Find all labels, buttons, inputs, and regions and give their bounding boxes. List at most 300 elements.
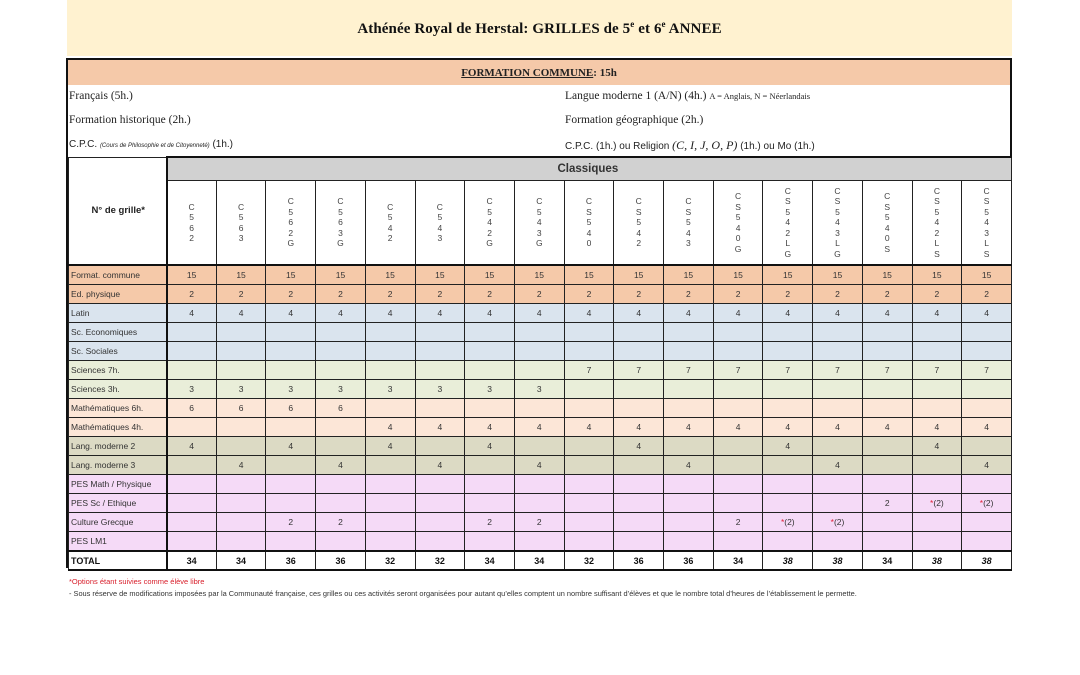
table-cell bbox=[912, 380, 962, 399]
column-code-char: G bbox=[535, 238, 543, 249]
table-cell bbox=[912, 342, 962, 361]
column-code-char: S bbox=[834, 196, 841, 207]
column-code-char: 4 bbox=[934, 217, 940, 228]
column-code-char: 5 bbox=[189, 212, 194, 222]
table-cell: 15 bbox=[713, 265, 763, 285]
table-cell bbox=[514, 475, 564, 494]
table-cell bbox=[813, 475, 863, 494]
table-cell: 2 bbox=[664, 285, 714, 304]
table-cell bbox=[912, 456, 962, 475]
table-cell: 4 bbox=[664, 456, 714, 475]
column-code-char: 5 bbox=[884, 212, 890, 222]
column-code-char: C bbox=[585, 196, 593, 207]
column-header-c563 bbox=[216, 181, 266, 266]
table-cell bbox=[614, 399, 664, 418]
grille-number-header: N° de grille* bbox=[69, 157, 167, 265]
column-code-char: S bbox=[884, 243, 891, 254]
row-label: Sc. Sociales bbox=[69, 342, 167, 361]
table-cell bbox=[614, 475, 664, 494]
table-cell: 4 bbox=[962, 304, 1012, 323]
table-cell bbox=[763, 380, 813, 399]
table-cell: 2 bbox=[912, 285, 962, 304]
table-row bbox=[69, 323, 1012, 342]
table-cell bbox=[316, 323, 366, 342]
table-cell bbox=[465, 361, 515, 380]
table-cell bbox=[415, 475, 465, 494]
table-cell: 2 bbox=[316, 285, 366, 304]
table-cell bbox=[316, 342, 366, 361]
column-code-char: 5 bbox=[686, 217, 691, 228]
table-cell: 2 bbox=[167, 285, 217, 304]
table-cell: 2 bbox=[564, 285, 614, 304]
table-cell bbox=[862, 399, 912, 418]
table-cell bbox=[415, 437, 465, 456]
table-cell: 2 bbox=[713, 513, 763, 532]
option-asterisk: * bbox=[780, 517, 785, 527]
row-label: PES Math / Physique bbox=[69, 475, 167, 494]
table-cell bbox=[763, 494, 813, 513]
column-code-char: C bbox=[784, 185, 791, 196]
table-cell: 15 bbox=[316, 265, 366, 285]
table-cell: 15 bbox=[564, 265, 614, 285]
table-cell bbox=[564, 513, 614, 532]
table-cell bbox=[216, 361, 266, 380]
table-cell bbox=[564, 494, 614, 513]
table-cell bbox=[266, 456, 316, 475]
table-cell bbox=[614, 342, 664, 361]
table-cell bbox=[365, 513, 415, 532]
total-cell: 36 bbox=[614, 551, 664, 570]
table-cell bbox=[813, 437, 863, 456]
table-cell: 4 bbox=[365, 418, 415, 437]
table-cell bbox=[713, 323, 763, 342]
table-cell bbox=[664, 380, 714, 399]
table-cell bbox=[763, 513, 813, 532]
row-label: PES Sc / Ethique bbox=[69, 494, 167, 513]
table-cell: 2 bbox=[266, 513, 316, 532]
formation-commune-header bbox=[68, 60, 1010, 85]
table-cell: 4 bbox=[664, 418, 714, 437]
table-cell bbox=[316, 437, 366, 456]
table-cell bbox=[564, 437, 614, 456]
cpc-hours: (1h.) bbox=[209, 139, 234, 150]
table-cell: 2 bbox=[216, 285, 266, 304]
table-cell bbox=[167, 418, 217, 437]
column-code-char: C bbox=[834, 185, 841, 196]
column-code-char: C bbox=[933, 185, 940, 196]
row-label: Mathématiques 6h. bbox=[69, 399, 167, 418]
table-cell: 7 bbox=[713, 361, 763, 380]
total-cell: 32 bbox=[415, 551, 465, 570]
column-code-char: 5 bbox=[536, 206, 542, 217]
table-cell: 2 bbox=[465, 513, 515, 532]
table-cell bbox=[564, 475, 614, 494]
table-cell bbox=[514, 361, 564, 380]
table-cell: 15 bbox=[962, 265, 1012, 285]
table-cell: 15 bbox=[862, 265, 912, 285]
table-cell: 6 bbox=[266, 399, 316, 418]
table-cell bbox=[415, 399, 465, 418]
lm1-note: A = Anglais, N = Néerlandais bbox=[709, 91, 811, 101]
course-historique-text: Formation historique (2h.) bbox=[69, 114, 191, 126]
row-label: Ed. physique bbox=[69, 285, 167, 304]
row-label: Sc. Economiques bbox=[69, 323, 167, 342]
table-cell bbox=[713, 475, 763, 494]
table-cell bbox=[266, 323, 316, 342]
table-cell: 4 bbox=[415, 456, 465, 475]
table-cell bbox=[813, 380, 863, 399]
table-cell: 2 bbox=[813, 285, 863, 304]
table-cell bbox=[415, 513, 465, 532]
column-code-char: L bbox=[835, 238, 840, 249]
table-cell bbox=[862, 532, 912, 552]
table-cell: 4 bbox=[465, 437, 515, 456]
table-cell: 4 bbox=[564, 418, 614, 437]
table-cell bbox=[813, 342, 863, 361]
table-cell bbox=[862, 380, 912, 399]
column-code-char: 5 bbox=[984, 206, 989, 217]
column-code-char: S bbox=[983, 248, 990, 259]
table-cell bbox=[614, 513, 664, 532]
table-cell: 7 bbox=[614, 361, 664, 380]
table-cell bbox=[216, 437, 266, 456]
table-cell bbox=[216, 513, 266, 532]
table-cell bbox=[216, 494, 266, 513]
table-cell bbox=[167, 323, 217, 342]
table-cell bbox=[316, 475, 366, 494]
table-cell bbox=[664, 532, 714, 552]
table-cell: 4 bbox=[216, 456, 266, 475]
table-cell: 2 bbox=[316, 513, 366, 532]
table-cell bbox=[465, 494, 515, 513]
column-code-char: 6 bbox=[338, 217, 343, 228]
cpc-religion-label: C.P.C. (1h.) ou Religion bbox=[565, 141, 673, 152]
lm1-text: Langue moderne 1 (A/N) (4h.) bbox=[565, 90, 710, 102]
course-langue-moderne-1 bbox=[565, 90, 810, 102]
table-cell bbox=[763, 456, 813, 475]
column-code-char: 4 bbox=[437, 222, 443, 233]
table-cell bbox=[713, 342, 763, 361]
column-header-cs543 bbox=[664, 181, 714, 266]
option-hours: (2) bbox=[983, 498, 994, 508]
table-cell bbox=[614, 380, 664, 399]
table-cell: 2 bbox=[962, 285, 1012, 304]
column-code-char: 4 bbox=[487, 217, 492, 228]
option-hours: (2) bbox=[833, 517, 845, 527]
table-cell: 4 bbox=[763, 418, 813, 437]
table-cell bbox=[216, 342, 266, 361]
table-cell bbox=[763, 342, 813, 361]
column-header-c543g bbox=[514, 181, 564, 266]
table-cell: 3 bbox=[415, 380, 465, 399]
table-cell bbox=[465, 342, 515, 361]
table-cell bbox=[813, 323, 863, 342]
table-cell: 2 bbox=[862, 494, 912, 513]
table-cell bbox=[713, 399, 763, 418]
table-cell: 4 bbox=[316, 456, 366, 475]
column-code-char: L bbox=[984, 238, 989, 249]
table-cell bbox=[813, 399, 863, 418]
table-cell: 2 bbox=[514, 285, 564, 304]
column-code-char: 3 bbox=[338, 227, 343, 238]
table-cell bbox=[514, 437, 564, 456]
total-cell: 34 bbox=[514, 551, 564, 570]
column-code-char: 3 bbox=[835, 227, 840, 238]
column-code-char: 4 bbox=[536, 217, 542, 228]
table-cell bbox=[962, 399, 1012, 418]
column-code-char: 2 bbox=[934, 227, 940, 238]
column-header-c543 bbox=[415, 181, 465, 266]
table-cell: 4 bbox=[862, 304, 912, 323]
table-cell bbox=[514, 532, 564, 552]
total-cell: 32 bbox=[365, 551, 415, 570]
table-row bbox=[69, 475, 1012, 494]
column-header-cs542lg bbox=[763, 181, 813, 266]
total-cell: 34 bbox=[167, 551, 217, 570]
total-cell: 34 bbox=[216, 551, 266, 570]
table-cell: 7 bbox=[962, 361, 1012, 380]
table-cell: 2 bbox=[763, 285, 813, 304]
table-cell bbox=[365, 323, 415, 342]
cpc-religion-rest: (1h.) ou Mo (1h.) bbox=[737, 141, 815, 152]
table-cell bbox=[962, 494, 1012, 513]
column-code-char: 3 bbox=[238, 233, 244, 243]
row-label: PES LM1 bbox=[69, 532, 167, 552]
column-code-char: 3 bbox=[536, 227, 542, 238]
column-code-char: S bbox=[934, 248, 940, 259]
column-code-char: G bbox=[337, 238, 344, 249]
table-cell bbox=[415, 342, 465, 361]
column-header-cs543ls bbox=[962, 181, 1012, 266]
column-code-char: 5 bbox=[387, 212, 393, 222]
cpc-note: (Cours de Philosophie et de Citoyenneté) bbox=[99, 143, 210, 149]
table-cell: 4 bbox=[167, 304, 217, 323]
table-cell bbox=[664, 513, 714, 532]
table-cell bbox=[962, 380, 1012, 399]
table-cell: 4 bbox=[962, 456, 1012, 475]
table-cell bbox=[316, 532, 366, 552]
column-code-char: 2 bbox=[785, 227, 791, 238]
course-francais-text: Français (5h.) bbox=[69, 90, 133, 102]
table-cell bbox=[813, 494, 863, 513]
table-cell: 4 bbox=[316, 304, 366, 323]
row-label: Culture Grecque bbox=[69, 513, 167, 532]
table-cell: 15 bbox=[266, 265, 316, 285]
table-cell bbox=[564, 342, 614, 361]
table-cell bbox=[614, 532, 664, 552]
table-cell bbox=[415, 323, 465, 342]
table-cell bbox=[614, 323, 664, 342]
column-code-char: G bbox=[287, 238, 295, 249]
table-row bbox=[69, 399, 1012, 418]
table-cell bbox=[514, 323, 564, 342]
column-code-char: C bbox=[685, 196, 692, 207]
table-row bbox=[69, 532, 1012, 552]
table-cell bbox=[664, 475, 714, 494]
column-code-char: 4 bbox=[984, 217, 989, 228]
table-cell bbox=[564, 456, 614, 475]
table-cell bbox=[266, 475, 316, 494]
course-cpc-religion bbox=[565, 138, 815, 153]
table-cell bbox=[415, 494, 465, 513]
table-cell bbox=[763, 475, 813, 494]
table-cell bbox=[862, 513, 912, 532]
table-cell bbox=[216, 323, 266, 342]
table-cell bbox=[167, 513, 217, 532]
column-code-char: G bbox=[834, 248, 841, 259]
table-cell bbox=[813, 532, 863, 552]
religion-options: (C, I, J, O, P) bbox=[672, 138, 738, 152]
table-cell: 4 bbox=[813, 418, 863, 437]
table-cell bbox=[365, 399, 415, 418]
table-cell: 4 bbox=[465, 418, 515, 437]
table-cell: 3 bbox=[216, 380, 266, 399]
column-header-c563g bbox=[316, 181, 366, 266]
table-cell bbox=[365, 342, 415, 361]
option-hours: (2) bbox=[784, 517, 795, 527]
column-header-c562g bbox=[266, 181, 316, 266]
table-cell bbox=[216, 532, 266, 552]
table-cell bbox=[962, 323, 1012, 342]
table-cell bbox=[763, 323, 813, 342]
total-row bbox=[69, 551, 1012, 570]
table-row bbox=[69, 361, 1012, 380]
option-asterisk: * bbox=[979, 498, 984, 508]
table-cell: 7 bbox=[813, 361, 863, 380]
column-code-char: 5 bbox=[288, 206, 294, 217]
column-code-char: 3 bbox=[437, 233, 443, 243]
column-code-char: 2 bbox=[189, 233, 194, 243]
table-cell bbox=[365, 494, 415, 513]
table-cell bbox=[614, 456, 664, 475]
column-header-c562 bbox=[167, 181, 217, 266]
table-cell: 6 bbox=[167, 399, 217, 418]
table-cell: 7 bbox=[564, 361, 614, 380]
column-code-char: C bbox=[486, 196, 493, 207]
grilles-table bbox=[68, 156, 1012, 571]
table-cell bbox=[862, 456, 912, 475]
table-cell: 4 bbox=[564, 304, 614, 323]
table-cell bbox=[912, 532, 962, 552]
table-cell bbox=[862, 475, 912, 494]
column-code-char: 5 bbox=[586, 217, 592, 228]
table-cell bbox=[465, 399, 515, 418]
column-code-char: C bbox=[436, 201, 443, 212]
table-cell: 15 bbox=[167, 265, 217, 285]
row-label: Sciences 3h. bbox=[69, 380, 167, 399]
table-cell: 15 bbox=[912, 265, 962, 285]
column-code-char: C bbox=[536, 196, 543, 207]
table-cell: 15 bbox=[216, 265, 266, 285]
table-cell: 4 bbox=[763, 304, 813, 323]
table-cell: 3 bbox=[316, 380, 366, 399]
title-text-middle: et 6 bbox=[634, 20, 662, 37]
column-code-char: C bbox=[188, 201, 195, 212]
table-cell bbox=[713, 532, 763, 552]
column-header-cs543lg bbox=[813, 181, 863, 266]
table-cell: 4 bbox=[912, 304, 962, 323]
row-label: Format. commune bbox=[69, 265, 167, 285]
table-cell bbox=[365, 361, 415, 380]
table-cell bbox=[514, 399, 564, 418]
column-code-char: G bbox=[486, 238, 493, 249]
table-cell bbox=[564, 323, 614, 342]
column-code-char: S bbox=[735, 201, 741, 212]
table-cell: 3 bbox=[167, 380, 217, 399]
page-title bbox=[357, 19, 721, 38]
table-cell bbox=[465, 532, 515, 552]
table-cell bbox=[912, 513, 962, 532]
table-cell: 4 bbox=[514, 418, 564, 437]
table-cell bbox=[266, 418, 316, 437]
table-cell: 4 bbox=[763, 437, 813, 456]
table-cell: 4 bbox=[514, 456, 564, 475]
table-cell bbox=[465, 456, 515, 475]
column-header-cs542 bbox=[614, 181, 664, 266]
formation-commune-hours: : 15h bbox=[593, 66, 617, 79]
total-cell: 32 bbox=[564, 551, 614, 570]
table-cell: 4 bbox=[862, 418, 912, 437]
table-cell: 2 bbox=[415, 285, 465, 304]
table-row bbox=[69, 513, 1012, 532]
table-cell bbox=[962, 475, 1012, 494]
table-cell: 2 bbox=[614, 285, 664, 304]
table-cell bbox=[713, 456, 763, 475]
table-cell: 4 bbox=[614, 304, 664, 323]
table-cell bbox=[912, 475, 962, 494]
table-cell: 15 bbox=[664, 265, 714, 285]
column-header-c542g bbox=[465, 181, 515, 266]
table-cell bbox=[415, 532, 465, 552]
title-text-prefix: Athénée Royal de Herstal: GRILLES de 5 bbox=[357, 20, 631, 37]
column-code-char: C bbox=[884, 191, 891, 201]
column-code-char: S bbox=[884, 201, 891, 212]
table-cell: 4 bbox=[514, 304, 564, 323]
table-cell: 4 bbox=[813, 456, 863, 475]
column-code-char: S bbox=[784, 196, 791, 207]
column-code-char: 2 bbox=[636, 238, 642, 249]
table-cell: 4 bbox=[614, 437, 664, 456]
table-cell: 7 bbox=[912, 361, 962, 380]
table-cell bbox=[167, 342, 217, 361]
column-code-char: S bbox=[983, 196, 990, 207]
table-cell: 2 bbox=[266, 285, 316, 304]
table-cell: 15 bbox=[465, 265, 515, 285]
row-label: Mathématiques 4h. bbox=[69, 418, 167, 437]
table-cell bbox=[912, 494, 962, 513]
table-cell: 15 bbox=[614, 265, 664, 285]
table-cell bbox=[514, 494, 564, 513]
table-cell: 2 bbox=[465, 285, 515, 304]
table-cell bbox=[912, 323, 962, 342]
column-code-char: 6 bbox=[238, 222, 244, 233]
table-cell bbox=[514, 342, 564, 361]
table-cell: 4 bbox=[962, 418, 1012, 437]
table-cell bbox=[266, 361, 316, 380]
table-cell: 4 bbox=[266, 437, 316, 456]
table-cell: 4 bbox=[912, 437, 962, 456]
column-code-char: S bbox=[635, 206, 642, 217]
column-code-char: 0 bbox=[884, 233, 890, 243]
table-cell bbox=[614, 494, 664, 513]
column-code-char: C bbox=[337, 196, 344, 207]
table-cell bbox=[664, 323, 714, 342]
title-band bbox=[67, 0, 1012, 56]
column-code-char: G bbox=[784, 248, 792, 259]
table-cell: 4 bbox=[465, 304, 515, 323]
table-cell: 15 bbox=[365, 265, 415, 285]
column-code-char: 2 bbox=[288, 227, 294, 238]
